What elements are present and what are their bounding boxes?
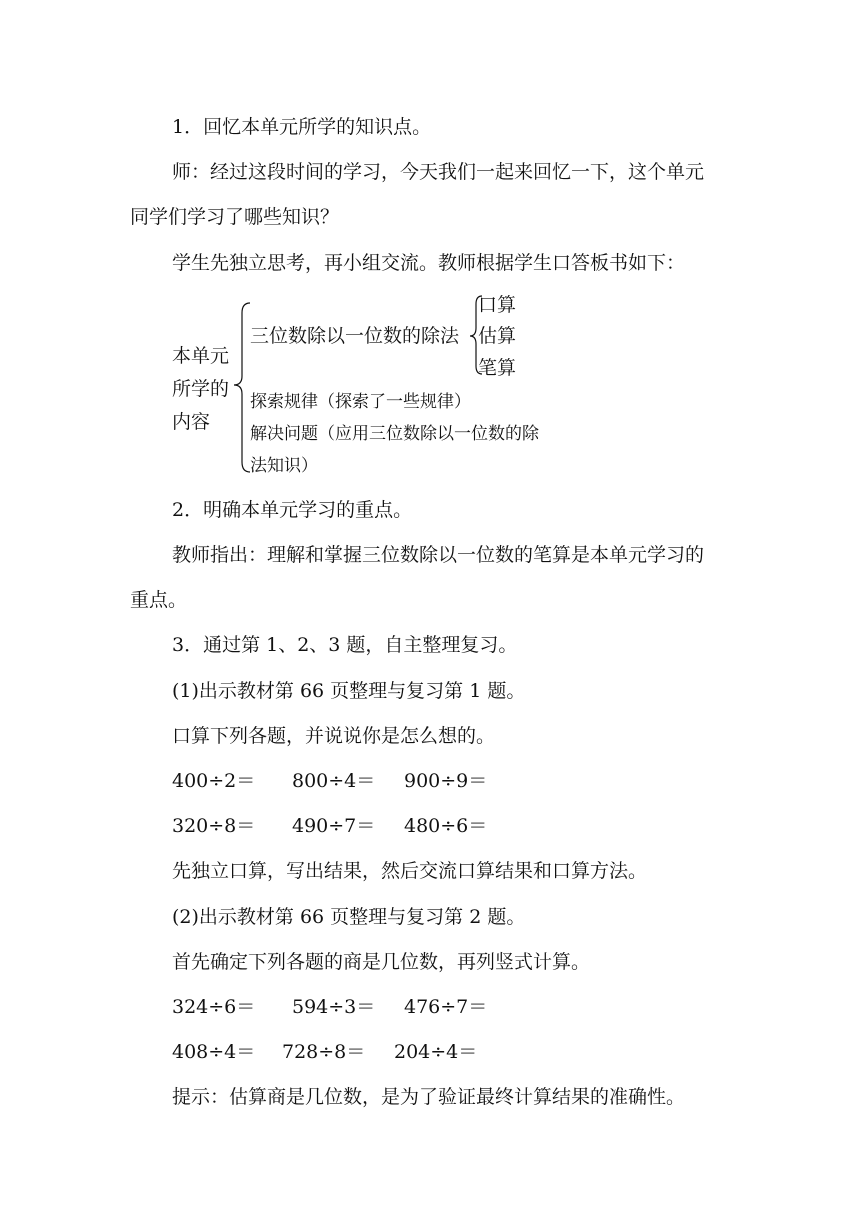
board-root-line-2: 所学的 [172,378,230,400]
board-branch-problem-line-2: 法知识） [250,456,318,476]
hint-paragraph: 提示：估算商是几位数，是为了验证最终计算结果的准确性。 [172,1086,686,1108]
calc-expression: 408÷4＝ [172,1041,256,1063]
teacher-point-line-1: 教师指出：理解和掌握三位数除以一位数的笔算是本单元学习的 [172,544,705,566]
board-root-line-3: 内容 [172,411,211,433]
calc-expression: 204÷4＝ [394,1041,478,1063]
section-heading-2: 2．明确本单元学习的重点。 [172,499,413,521]
calc-expression: 900÷9＝ [404,770,488,792]
teacher-point-line-2: 重点。 [130,589,188,611]
student-paragraph: 学生先独立思考，再小组交流。教师根据学生口答板书如下： [172,252,686,274]
section-heading-1: 1．回忆本单元所学的知识点。 [172,116,432,138]
item-2-instruction: 首先确定下列各题的商是几位数，再列竖式计算。 [172,951,591,973]
calc-expression: 476÷7＝ [404,996,488,1018]
calc-expression: 490÷7＝ [292,815,376,837]
item-1-instruction: 口算下列各题，并说说你是怎么想的。 [172,725,496,747]
calc-expression: 594÷3＝ [292,996,376,1018]
item-1-note: 先独立口算，写出结果，然后交流口算结果和口算方法。 [172,860,648,882]
item-2-heading: (2)出示教材第 66 页整理与复习第 2 题。 [172,906,526,928]
calc-expression: 728÷8＝ [282,1041,366,1063]
board-sub-written: 笔算 [478,357,517,379]
calc-expression: 324÷6＝ [172,996,256,1018]
board-root-line-1: 本单元 [172,345,230,367]
calc-expression: 320÷8＝ [172,815,256,837]
calc-expression: 800÷4＝ [292,770,376,792]
teacher-paragraph-line-2: 同学们学习了哪些知识？ [130,206,340,228]
calc-expression: 480÷6＝ [404,815,488,837]
board-branch-division: 三位数除以一位数的除法 [250,325,460,347]
board-sub-mental: 口算 [478,294,517,316]
board-branch-problem-line-1: 解决问题（应用三位数除以一位数的除 [250,424,539,444]
teacher-paragraph-line-1: 师：经过这段时间的学习，今天我们一起来回忆一下，这个单元 [172,161,705,183]
calc-expression: 400÷2＝ [172,770,256,792]
board-sub-estimate: 估算 [478,325,517,347]
item-1-heading: (1)出示教材第 66 页整理与复习第 1 题。 [172,680,526,702]
section-heading-3: 3．通过第 1、2、3 题，自主整理复习。 [172,634,518,656]
board-branch-pattern: 探索规律（探索了一些规律） [250,392,471,412]
